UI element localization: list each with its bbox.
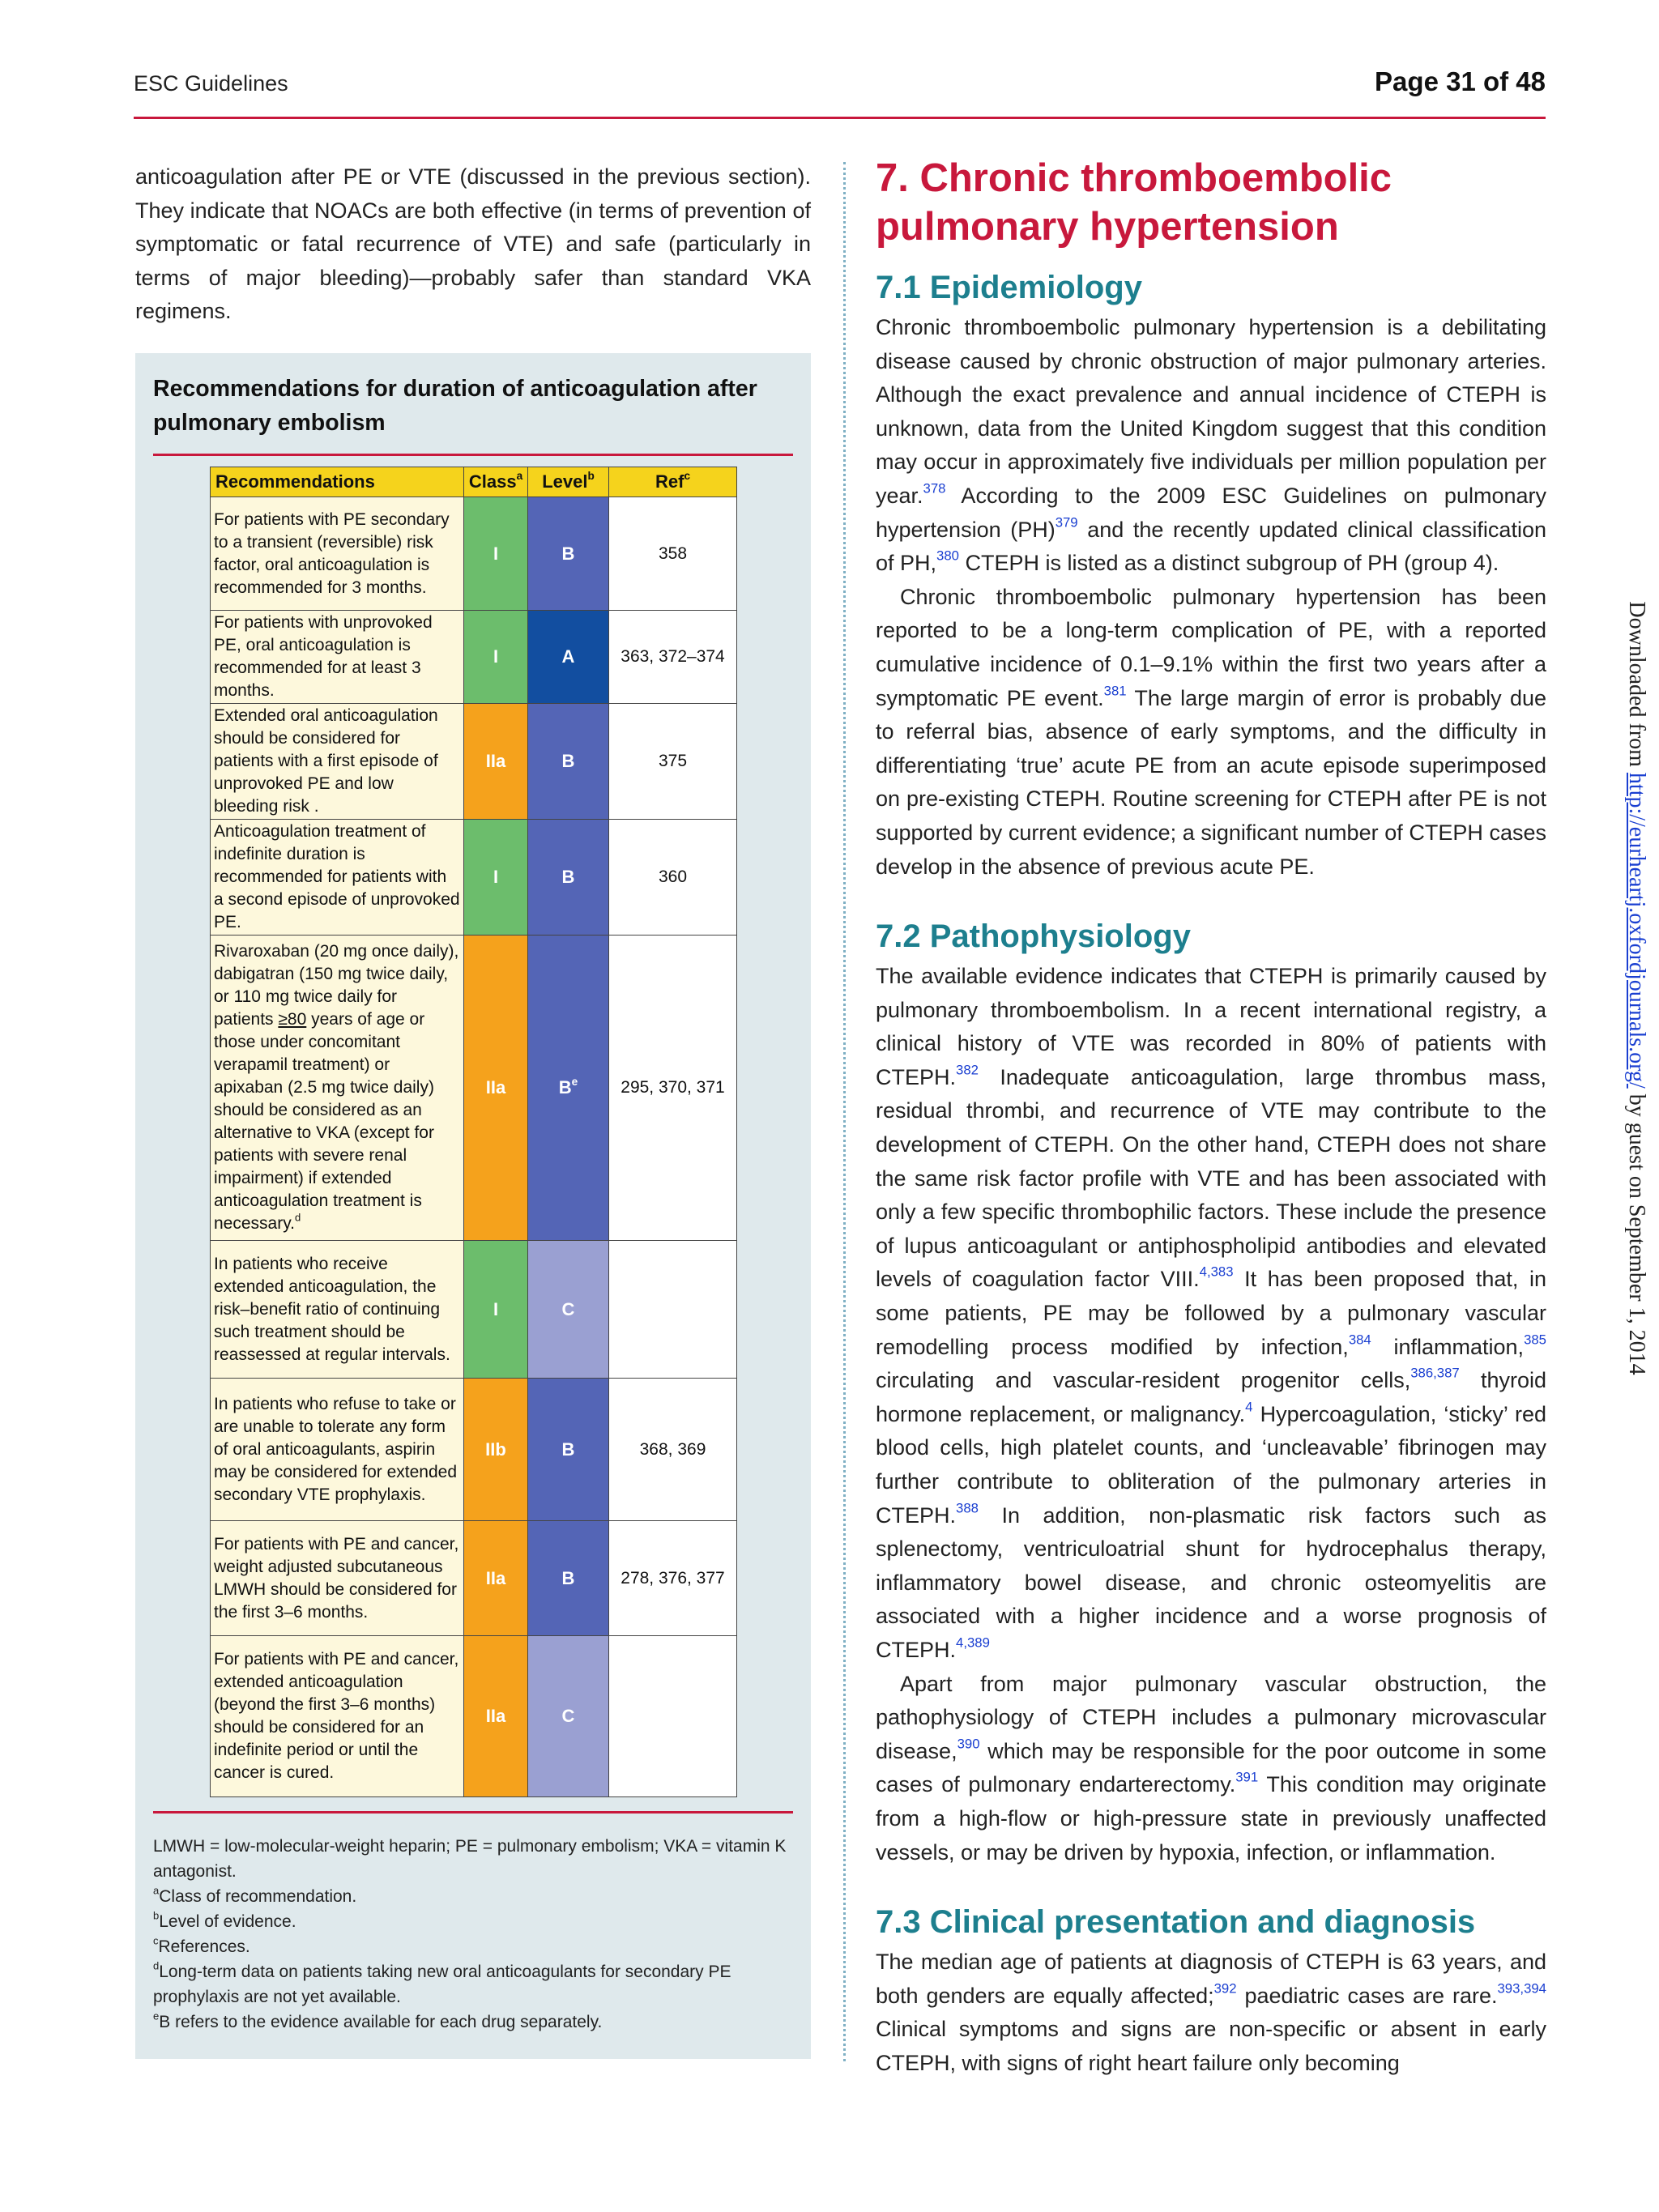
table-row: [211, 704, 737, 820]
section-7-3-title: 7.3 Clinical presentation and diagnosis: [876, 1904, 1476, 1941]
table-row: [211, 1241, 737, 1379]
paragraph-epidemiology-2: Chronic thromboembolic pulmonary hypertension has been reported to be a long-term complication of PE, with a reported cumulative incidence of 0.1–9.1% within the first two years after a symptomatic PE event.$^{381}$ The large margin of error is probably due to referral bias, absence of early symptoms, and the difficulty in differentiating ‘true’ acute PE from an acute episode superimposed on pre-existing CTEPH. Routine screening for CTEPH after PE is not supported by current evidence; a significant number of CTEPH cases develop in the absence of previous acute PE.: [876, 584, 1546, 879]
running-header: ESC Guidelines: [134, 71, 288, 96]
box-bottom-rule: [153, 1811, 793, 1813]
table-row: [211, 936, 737, 1241]
journal-url-link[interactable]: http://eurheartj.oxfordjournals.org/: [1624, 772, 1649, 1089]
class-cell: IIa: [464, 1636, 528, 1797]
table-row: [211, 820, 737, 936]
left-intro-paragraph: anticoagulation after PE or VTE (discussed in the previous section). They indicate that NOACs are both effective (in terms of prevention of symptomatic or fatal recurrence of VTE) and safe (particularly in terms of major bleeding)—probably safer than standard VKA regimens.: [135, 164, 811, 323]
col-header-ref: Ref$^c$: [609, 467, 737, 497]
section-7-1-title: 7.1 Epidemiology: [876, 270, 1142, 305]
ref-cell: 358: [609, 497, 737, 611]
level-cell: C: [528, 1241, 609, 1379]
col-header-class: Class$^a$: [464, 467, 528, 497]
recommendations-box: [135, 353, 811, 2059]
header-rule: [134, 117, 1546, 119]
rec-text: Rivaroxaban (20 mg once daily), dabigatran (150 mg twice daily, or 110 mg twice daily for patients ≥80 years of age or those under concomitant verapamil treatment) or apixaban (2.5 mg twice daily) should be considered as an alternative to VKA (except for patients with severe renal impairment) if extended anticoagulation treatment is necessary.$^d$: [211, 936, 464, 1241]
ref-cell: 368, 369: [609, 1379, 737, 1521]
page-number: Page 31 of 48: [1375, 66, 1546, 96]
rec-text: Extended oral anticoagulation should be considered for patients with a first episode of unprovoked PE and low bleeding risk .: [211, 704, 464, 820]
ref-cell: 278, 376, 377: [609, 1521, 737, 1636]
rec-text: For patients with PE and cancer, weight adjusted subcutaneous LMWH should be considered for the first 3–6 months.: [211, 1521, 464, 1636]
level-cell: A: [528, 611, 609, 704]
box-top-rule: [153, 454, 793, 456]
level-cell: B: [528, 497, 609, 611]
rec-text: For patients with PE and cancer, extended anticoagulation (beyond the first 3–6 months) should be considered for an indefinite period or until the cancer is cured.: [211, 1636, 464, 1797]
rec-text: For patients with unprovoked PE, oral anticoagulation is recommended for at least 3 months.: [211, 611, 464, 704]
level-cell: B: [528, 704, 609, 820]
class-cell: I: [464, 1241, 528, 1379]
table-row: [211, 497, 737, 611]
paragraph-epidemiology-1: Chronic thromboembolic pulmonary hypertension is a debilitating disease caused by chronic obstruction of major pulmonary arteries. Although the exact prevalence and annual incidence of CTEPH is unknown, data from the United Kingdom suggest that this condition may occur in approximately five individuals per million population per year.$^{378}$ According to the 2009 ESC Guidelines on pulmonary hypertension (PH)$^{379}$ and the recently updated clinical classification of PH,$^{380}$ CTEPH is listed as a distinct subgroup of PH (group 4).: [876, 315, 1546, 576]
class-cell: IIa: [464, 1521, 528, 1636]
column-divider: [843, 162, 846, 2061]
level-cell: B: [528, 1379, 609, 1521]
recommendations-title: Recommendations for duration of anticoagulation after pulmonary embolism: [153, 376, 757, 436]
col-header-recommendations: Recommendations: [211, 467, 464, 497]
section-7-2-title: 7.2 Pathophysiology: [876, 918, 1191, 955]
footnote-a: $^a$Class of recommendation.: [153, 1884, 357, 1906]
rec-text: In patients who refuse to take or are unable to tolerate any form of oral anticoagulants, aspirin may be considered for extended secondary VTE prophylaxis.: [211, 1379, 464, 1521]
class-cell: IIa: [464, 936, 528, 1241]
level-cell: B: [528, 1521, 609, 1636]
ref-cell: [609, 1636, 737, 1797]
footnote-e: $^e$B refers to the evidence available for each drug separately.: [153, 2010, 603, 2031]
table-row: [211, 1379, 737, 1521]
ref-cell: 363, 372–374: [609, 611, 737, 704]
rec-text: Anticoagulation treatment of indefinite duration is recommended for patients with a second episode of unprovoked PE.: [211, 820, 464, 936]
paragraph-clinical-presentation: The median age of patients at diagnosis of CTEPH is 63 years, and both genders are equally affected;$^{392}$ paediatric cases are rare.$^{393,394}$ Clinical symptoms and signs are non-specific or absent in early CTEPH, with signs of right heart failure only becoming: [876, 1950, 1546, 2075]
ref-cell: 375: [609, 704, 737, 820]
level-cell: C: [528, 1636, 609, 1797]
ref-cell: 295, 370, 371: [609, 936, 737, 1241]
class-cell: IIb: [464, 1379, 528, 1521]
class-cell: IIa: [464, 704, 528, 820]
rec-text: In patients who receive extended anticoagulation, the risk–benefit ratio of continuing such treatment should be reassessed at regular intervals.: [211, 1241, 464, 1379]
level-cell: $B^e$: [528, 936, 609, 1241]
rec-text: For patients with PE secondary to a transient (reversible) risk factor, oral anticoagulation is recommended for 3 months.: [211, 497, 464, 611]
recommendations-table: [210, 467, 737, 1797]
class-cell: I: [464, 611, 528, 704]
footnote-c: $^c$References.: [153, 1934, 250, 1956]
ref-cell: 360: [609, 820, 737, 936]
download-notice: Downloaded from http://eurheartj.oxfordjournals.org/ by guest on September 1, 2014: [1624, 601, 1649, 1375]
paragraph-pathophysiology-2: Apart from major pulmonary vascular obstruction, the pathophysiology of CTEPH includes a pulmonary microvascular disease,$^{390}$ which may be responsible for the poor outcome in some cases of pulmonary endarterectomy.$^{391}$ This condition may originate from a high-flow or high-pressure state in previously unaffected vessels, or may be driven by hypoxia, infection, or inflammation.: [876, 1671, 1547, 1865]
section-7-title: 7. Chronic thromboembolic pulmonary hypertension: [876, 156, 1392, 249]
footnote-b: $^b$Level of evidence.: [153, 1909, 296, 1931]
level-cell: B: [528, 820, 609, 936]
table-header-row: [211, 467, 737, 497]
table-row: [211, 1521, 737, 1636]
footnote-abbreviations: LMWH = low-molecular-weight heparin; PE = pulmonary embolism; VKA = vitamin K antagonist.: [153, 1837, 787, 1881]
class-cell: I: [464, 497, 528, 611]
paragraph-pathophysiology-1: The available evidence indicates that CTEPH is primarily caused by pulmonary thromboembolism. In a recent international registry, a clinical history of VTE was recorded in 80% of patients with CTEPH.$^{382}$ Inadequate anticoagulation, large thrombus mass, residual thrombi, and recurrence of VTE may contribute to the development of CTEPH. On the other hand, CTEPH does not share the same risk factor profile with VTE and has been associated with only a few specific thrombophilic factors. These include the presence of lupus anticoagulant or antiphospholipid antibodies and elevated levels of coagulation factor VIII.$^{4,383}$ It has been proposed that, in some patients, PE may be followed by a pulmonary vascular remodelling process modified by infection,$^{384}$ inflammation,$^{385}$ circulating and vascular-resident progenitor cells,$^{386,387}$ thyroid hormone replacement, or malignancy.$^4$ Hypercoagulation, ‘sticky’ red blood cells, high platelet counts, and ‘uncleavable’ fibrinogen may further contribute to obliteration of the pulmonary arteries in CTEPH.$^{388}$ In addition, non-plasmatic risk factors such as splenectomy, ventriculoatrial shunt for hydrocephalus therapy, inflammatory bowel disease, and chronic osteomyelitis are associated with a higher incidence and a worse prognosis of CTEPH.$^{4,389}$: [876, 964, 1546, 1662]
right-column: [876, 154, 1546, 2081]
table-footnotes: [153, 1834, 793, 2035]
footnote-d: $^d$Long-term data on patients taking new oral anticoagulants for secondary PE prophylaxis are not yet available.: [153, 1959, 731, 2006]
ref-cell: [609, 1241, 737, 1379]
table-row: [211, 1636, 737, 1797]
class-cell: I: [464, 820, 528, 936]
col-header-level: Level$^b$: [528, 467, 609, 497]
table-row: [211, 611, 737, 704]
